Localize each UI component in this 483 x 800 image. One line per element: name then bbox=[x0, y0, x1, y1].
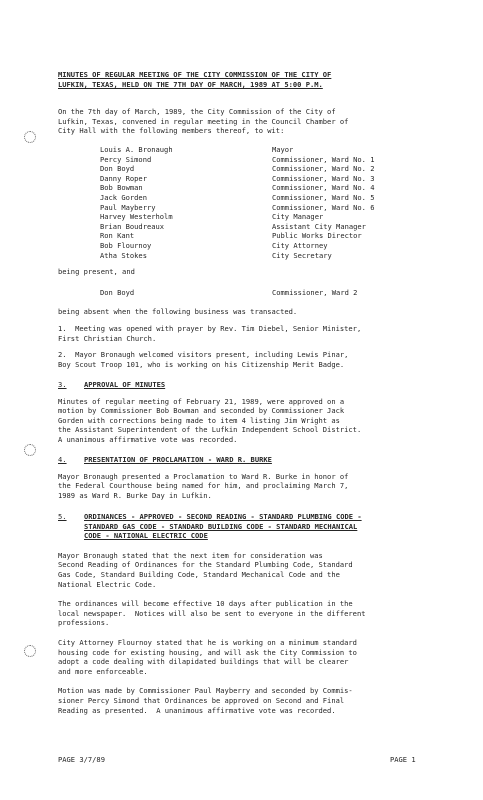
member-name: Brian Boudreaux bbox=[100, 221, 165, 231]
being-absent-line bbox=[58, 307, 443, 317]
footer-date: PAGE 3/7/89 bbox=[58, 755, 105, 764]
member-title: Public Works Director bbox=[272, 231, 362, 241]
item-4-heading: PRESENTATION OF PROCLAMATION - WARD R. BURKE bbox=[84, 455, 272, 464]
title-line-2: LUFKIN, TEXAS, HELD ON THE 7TH DAY OF MARCH, 1989 AT 5:00 P.M. bbox=[58, 79, 323, 89]
member-name: Ron Kant bbox=[100, 231, 135, 241]
item-2-text: 2. Mayor Bronaugh welcomed visitors present, including Lewis Pinar, Boy Scout Troop 101, who is working on his Citizenship Merit Badge. bbox=[58, 350, 349, 369]
item-4 bbox=[58, 455, 443, 500]
roster-row bbox=[100, 183, 440, 193]
member-title: Mayor bbox=[272, 145, 294, 154]
member-name: Harvey Westerholm bbox=[100, 212, 173, 222]
member-title: Commissioner, Ward No. 2 bbox=[272, 164, 375, 174]
member-title: Commissioner, Ward No. 5 bbox=[272, 192, 375, 202]
member-title: Assistant City Manager bbox=[272, 221, 366, 231]
roster-row bbox=[100, 145, 440, 155]
roster-row bbox=[100, 222, 440, 232]
member-name: Atha Stokes bbox=[100, 250, 147, 260]
member-title: City Attorney bbox=[272, 240, 328, 250]
member-name: Jack Gorden bbox=[100, 192, 147, 202]
roster-row bbox=[100, 174, 440, 184]
item-1 bbox=[58, 324, 443, 343]
member-title: City Manager bbox=[272, 212, 324, 222]
item-4-number: 4. bbox=[58, 455, 67, 464]
roster-row bbox=[100, 251, 440, 261]
item-5-body-1: Mayor Bronaugh stated that the next item for consideration was Second Reading of Ordinances for the Standard Plumbing Code, Standard Gas Code, Standard Building Code, Standard Mechanical Code and the National Electric Code. bbox=[58, 550, 353, 589]
roster-row bbox=[100, 203, 440, 213]
title-line-1: MINUTES OF REGULAR MEETING OF THE CITY COMMISSION OF THE CITY OF bbox=[58, 70, 332, 79]
roster-row bbox=[100, 155, 440, 165]
item-3-body: Minutes of regular meeting of February 21, 1989, were approved on a motion by Commissioner Bob Bowman and seconded by Commissioner Jack Gorden with corrections being made to item 4 listing Jim Wright as the Assistant Superintendent of the Lufkin Independent School District. A unanimous affirmative vote was recorded. bbox=[58, 396, 362, 444]
punch-hole-mark bbox=[24, 444, 36, 456]
item-1-text: 1. Meeting was opened with prayer by Rev. Tim Diebel, Senior Minister, First Christian Church. bbox=[58, 324, 362, 343]
member-title: Commissioner, Ward No. 3 bbox=[272, 173, 375, 183]
intro-text: On the 7th day of March, 1989, the City Commission of the City of Lufkin, Texas, convened in regular meeting in the Council Chamber of City Hall with the following members thereof, to wit: bbox=[58, 107, 349, 136]
item-5-body-4: Motion was made by Commissioner Paul Mayberry and seconded by Commis- sioner Percy Simond that Ordinances be approved on Second and Final Reading as presented. A unanimous affirmative vote was recorded. bbox=[58, 686, 353, 715]
absent-row bbox=[100, 288, 440, 298]
member-name: Danny Roper bbox=[100, 173, 147, 183]
being-present-text: being present, and bbox=[58, 267, 135, 276]
item-3-heading: APPROVAL OF MINUTES bbox=[84, 380, 166, 389]
item-4-body: Mayor Bronaugh presented a Proclamation to Ward R. Burke in honor of the Federal Courthouse being named for him, and proclaiming March 7, 1989 as Ward R. Burke Day in Lufkin. bbox=[58, 471, 349, 500]
member-name: Bob Flournoy bbox=[100, 240, 152, 250]
item-3-number: 3. bbox=[58, 380, 67, 389]
intro-paragraph bbox=[58, 107, 443, 136]
item-5 bbox=[58, 512, 443, 715]
being-present-line bbox=[58, 267, 443, 277]
item-5-body-3: City Attorney Flournoy stated that he is working on a minimum standard housing code for existing housing, and will ask the City Commission to adopt a code dealing with dilapidated buildings that will be clearer and more enforceable. bbox=[58, 637, 357, 676]
item-5-number: 5. bbox=[58, 512, 67, 521]
member-title: Commissioner, Ward No. 1 bbox=[272, 154, 375, 164]
member-name: Paul Mayberry bbox=[100, 202, 156, 212]
absent-roster bbox=[100, 288, 440, 298]
item-5-heading-row bbox=[58, 512, 443, 541]
punch-hole-mark bbox=[24, 645, 36, 657]
punch-hole-mark bbox=[24, 131, 36, 143]
item-2 bbox=[58, 350, 443, 369]
item-5-body-2: The ordinances will become effective 10 days after publication in the local newspaper. Notices will also be sent to everyone in the different professions. bbox=[58, 599, 366, 628]
minutes-title bbox=[58, 70, 443, 89]
absent-name: Don Boyd bbox=[100, 288, 135, 297]
roster-row bbox=[100, 241, 440, 251]
member-title: City Secretary bbox=[272, 250, 332, 260]
item-3-heading-row bbox=[58, 380, 443, 390]
member-name: Bob Bowman bbox=[100, 183, 143, 193]
footer-page-number: PAGE 1 bbox=[390, 755, 416, 764]
roster-row bbox=[100, 212, 440, 222]
being-absent-text: being absent when the following business was transacted. bbox=[58, 307, 298, 316]
member-name: Don Boyd bbox=[100, 164, 135, 174]
member-title: Commissioner, Ward No. 6 bbox=[272, 202, 375, 212]
member-title: Commissioner, Ward No. 4 bbox=[272, 183, 375, 193]
absent-title: Commissioner, Ward 2 bbox=[272, 288, 358, 297]
attendance-roster bbox=[100, 145, 440, 260]
item-5-heading: ORDINANCES - APPROVED - SECOND READING - STANDARD PLUMBING CODE - STANDARD GAS CODE - STANDARD BUILDING CODE - STANDARD MECHANICAL CODE - NATIONAL ELECTRIC CODE bbox=[84, 512, 362, 541]
roster-row bbox=[100, 193, 440, 203]
item-4-heading-row bbox=[58, 455, 443, 465]
roster-row bbox=[100, 231, 440, 241]
member-name: Percy Simond bbox=[100, 154, 152, 164]
member-name: Louis A. Bronaugh bbox=[100, 145, 173, 154]
roster-row bbox=[100, 164, 440, 174]
item-3 bbox=[58, 380, 443, 445]
